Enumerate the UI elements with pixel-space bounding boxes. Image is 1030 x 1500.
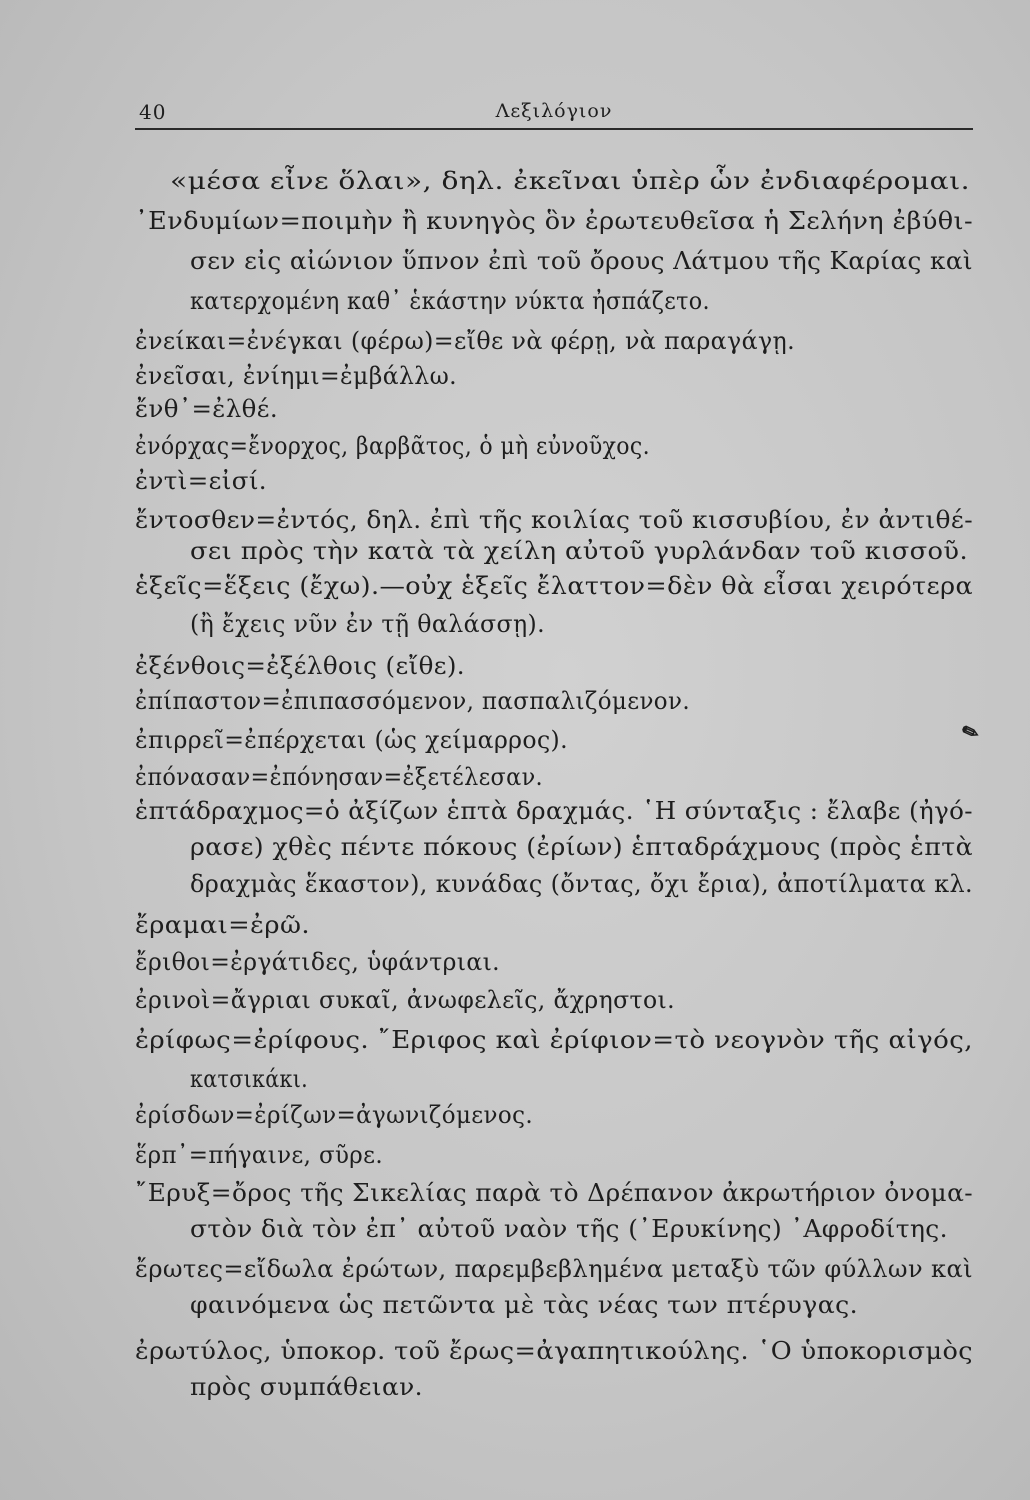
glossary-entry: ἑξεῖς=ἕξεις (ἔχω).—οὐχ ἑξεῖς ἔλαττον=δὲν θὰ εἶσαι χειρότερα [135,571,974,600]
text-line: σει πρὸς τὴν κατὰ τὰ χείλη αὐτοῦ γυρλάνδαν τοῦ κισσοῦ. [190,536,969,565]
text-line: πρὸς συμπάθειαν. [190,1372,423,1401]
page-number: 40 [139,100,167,124]
text-line: στὸν διὰ τὸν ἐπ᾿ αὐτοῦ ναὸν τῆς (᾿Ερυκίνης) ᾿Αφροδίτης. [190,1214,949,1243]
glossary-entry: ᾿Ενδυμίων=ποιμὴν ἢ κυνηγὸς ὃν ἐρωτευθεῖσα ἡ Σελήνη ἐβύθι- [135,206,974,235]
glossary-entry: ἔρωτες=εἴδωλα ἐρώτων, παρεμβεβλημένα μεταξὺ τῶν φύλλων καὶ [135,1254,973,1283]
text-line: σεν εἰς αἰώνιον ὕπνον ἐπὶ τοῦ ὄρους Λάτμου τῆς Καρίας καὶ [190,246,973,275]
glossary-entry: ἐρινοὶ=ἄγριαι συκαῖ, ἀνωφελεῖς, ἄχρηστοι. [135,985,675,1014]
glossary-entry: ἐρίσδων=ἐρίζων=ἀγωνιζόμενος. [135,1100,533,1129]
text-line: ρασε) χθὲς πέντε πόκους (ἐρίων) ἑπταδράχμους (πρὸς ἑπτὰ [190,832,974,861]
glossary-entry: ἐπόνασαν=ἐπόνησαν=ἐξετέλεσαν. [135,762,543,791]
glossary-entry: ἔραμαι=ἐρῶ. [135,910,310,939]
glossary-entry: ἐρίφως=ἐρίφους. ῎Εριφος καὶ ἐρίφιον=τὸ νεογνὸν τῆς αἰγός, [135,1025,974,1054]
ink-mark-icon: ✎ [958,717,983,747]
glossary-entry: ἐξένθοις=ἐξέλθοις (εἴθε). [135,651,466,680]
glossary-entry: ῎Ερυξ=ὄρος τῆς Σικελίας παρὰ τὸ Δρέπανον ἀκρωτήριον ὀνομα- [135,1178,973,1207]
text-line: φαινόμενα ὡς πετῶντα μὲ τὰς νέας των πτέρυγας. [190,1290,859,1319]
header-rule [135,128,973,130]
glossary-entry: ἐντὶ=εἰσί. [135,466,267,495]
glossary-entry: ἐρωτύλος, ὑποκορ. τοῦ ἔρως=ἀγαπητικούλης. ῾Ο ὑποκορισμὸς [135,1336,974,1365]
glossary-entry: ἔνθ᾿=ἐλθέ. [135,394,278,423]
glossary-entry: ἔντοσθεν=ἐντός, δηλ. ἐπὶ τῆς κοιλίας τοῦ κισσυβίου, ἐν ἀντιθέ- [135,505,974,534]
text-line: «μέσα εἶνε ὅλαι», δηλ. ἐκεῖναι ὑπὲρ ὧν ἐνδιαφέρομαι. [170,166,971,195]
text-line: κατσικάκι. [190,1064,309,1093]
glossary-entry: ἐνείκαι=ἐνέγκαι (φέρω)=εἴθε νὰ φέρῃ, νὰ παραγάγῃ. [135,326,796,355]
text-line: (ἢ ἔχεις νῦν ἐν τῇ θαλάσσῃ). [190,609,546,638]
glossary-entry: ἐνόρχας=ἔνορχος, βαρβᾶτος, ὁ μὴ εὐνοῦχος. [135,431,650,460]
glossary-entry: ἐνεῖσαι, ἐνίημι=ἐμβάλλω. [135,361,457,390]
glossary-entry: ἐπιρρεῖ=ἐπέρχεται (ὡς χείμαρρος). [135,725,569,754]
glossary-entry: ἐπίπαστον=ἐπιπασσόμενον, πασπαλιζόμενον. [135,686,691,715]
text-line: δραχμὰς ἕκαστον), κυνάδας (ὄντας, ὄχι ἔρια), ἀποτίλματα κλ. [190,869,974,898]
running-title: Λεξιλόγιον [495,100,613,122]
glossary-entry: ἑπτάδραχμος=ὁ ἀξίζων ἑπτὰ δραχμάς. ῾Η σύνταξις : ἔλαβε (ἠγό- [135,796,973,825]
glossary-entry: ἔριθοι=ἐργάτιδες, ὑφάντριαι. [135,947,500,976]
glossary-entry: ἕρπ᾿=πήγαινε, σῦρε. [135,1140,384,1169]
text-line: κατερχομένη καθ᾿ ἑκάστην νύκτα ἠσπάζετο. [190,286,710,315]
page-header [135,100,973,128]
